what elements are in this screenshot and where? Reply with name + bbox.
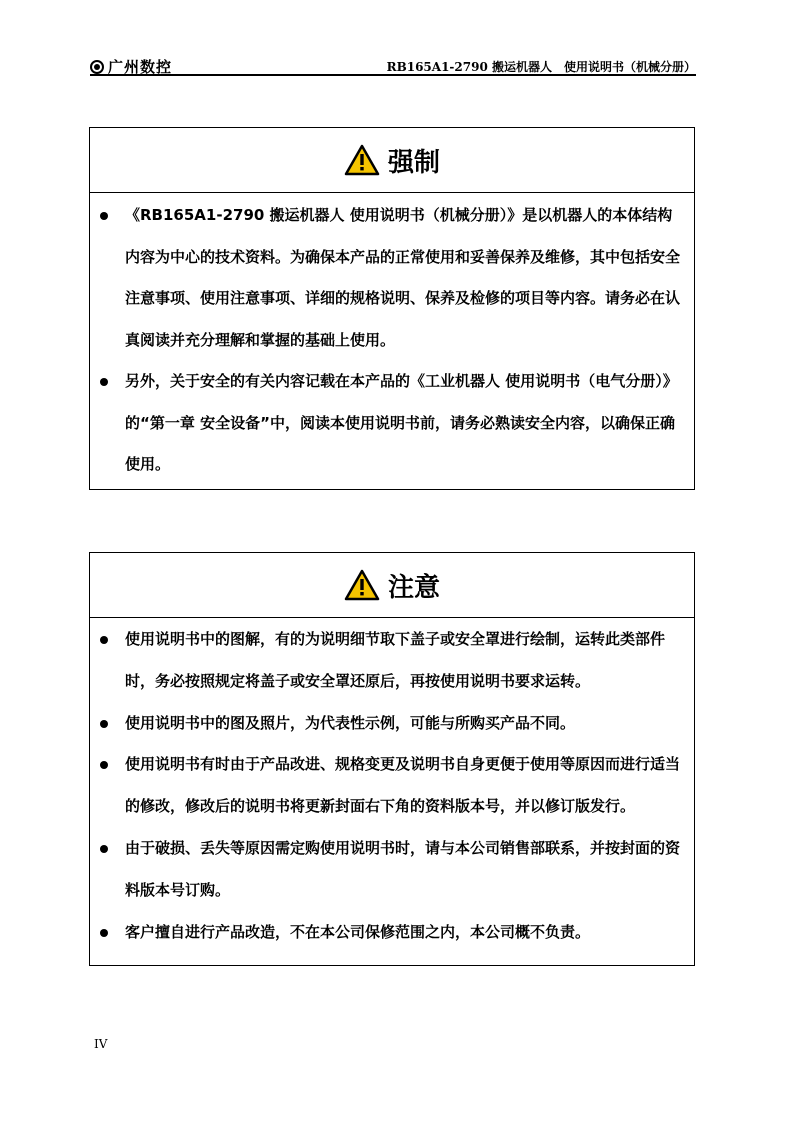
warning-triangle-icon (344, 569, 380, 601)
list-item (90, 912, 694, 954)
page-header (90, 52, 696, 78)
list-item-text: 客户擅自进行产品改造，不在本公司保修范围之内，本公司概不负责。 (125, 922, 591, 941)
list-item-text: 使用说明书中的图及照片，为代表性示例，可能与所购买产品不同。 (125, 713, 576, 732)
bullet-icon (100, 212, 108, 220)
list-item-text: 使用说明书有时由于产品改进、规格变更及说明书自身更便于使用等原因而进行适当的修改，修改后的说明书将更新封面右下角的资料版本号，并以修订版发行。 (125, 755, 681, 816)
logo-text: 广州数控 (108, 58, 173, 76)
list-item (90, 828, 694, 912)
list-item (90, 703, 694, 745)
bullet-icon (100, 636, 108, 644)
caution-list (90, 618, 694, 953)
caution-heading (90, 553, 694, 618)
caution-title: 注意 (387, 572, 440, 603)
gsk-logo-icon (90, 60, 104, 74)
mandatory-title: 强制 (387, 147, 440, 178)
document-title: RB165A1-2790 搬运机器人 使用说明书（机械分册） (386, 60, 696, 74)
list-item (90, 195, 694, 361)
bullet-icon (100, 845, 108, 853)
list-item-text: 使用说明书中的图解，有的为说明细节取下盖子或安全罩进行绘制，运转此类部件时，务必按照规定将盖子或安全罩还原后，再按使用说明书要求运转。 (125, 630, 666, 690)
list-item-text: 《RB165A1-2790 搬运机器人 使用说明书（机械分册）》是以机器人的本体结构内容为中心的技术资料。为确保本产品的正常使用和妥善保养及维修，其中包括安全注意事项、使用注意事项、详细的规格说明、保养及检修的项目等内容。请务必在认真阅读并充分理解和掌握的基础上使用。 (125, 206, 681, 349)
list-item-text: 另外，关于安全的有关内容记载在本产品的《工业机器人 使用说明书（电气分册）》的“第一章 安全设备”中，阅读本使用说明书前，请务必熟读安全内容，以确保正确使用。 (125, 372, 678, 473)
bullet-icon (100, 929, 108, 937)
page-number: IV (94, 1037, 108, 1051)
list-item (90, 744, 694, 828)
bullet-icon (100, 761, 108, 769)
mandatory-list (90, 193, 694, 486)
caution-box (89, 552, 695, 966)
mandatory-heading (90, 128, 694, 193)
list-item (90, 361, 694, 486)
warning-triangle-icon (344, 144, 380, 176)
list-item-text: 由于破损、丢失等原因需定购使用说明书时，请与本公司销售部联系，并按封面的资料版本号订购。 (125, 838, 681, 899)
mandatory-box (89, 127, 695, 490)
list-item (90, 619, 694, 703)
header-divider (90, 74, 696, 76)
bullet-icon (100, 720, 108, 728)
bullet-icon (100, 378, 108, 386)
